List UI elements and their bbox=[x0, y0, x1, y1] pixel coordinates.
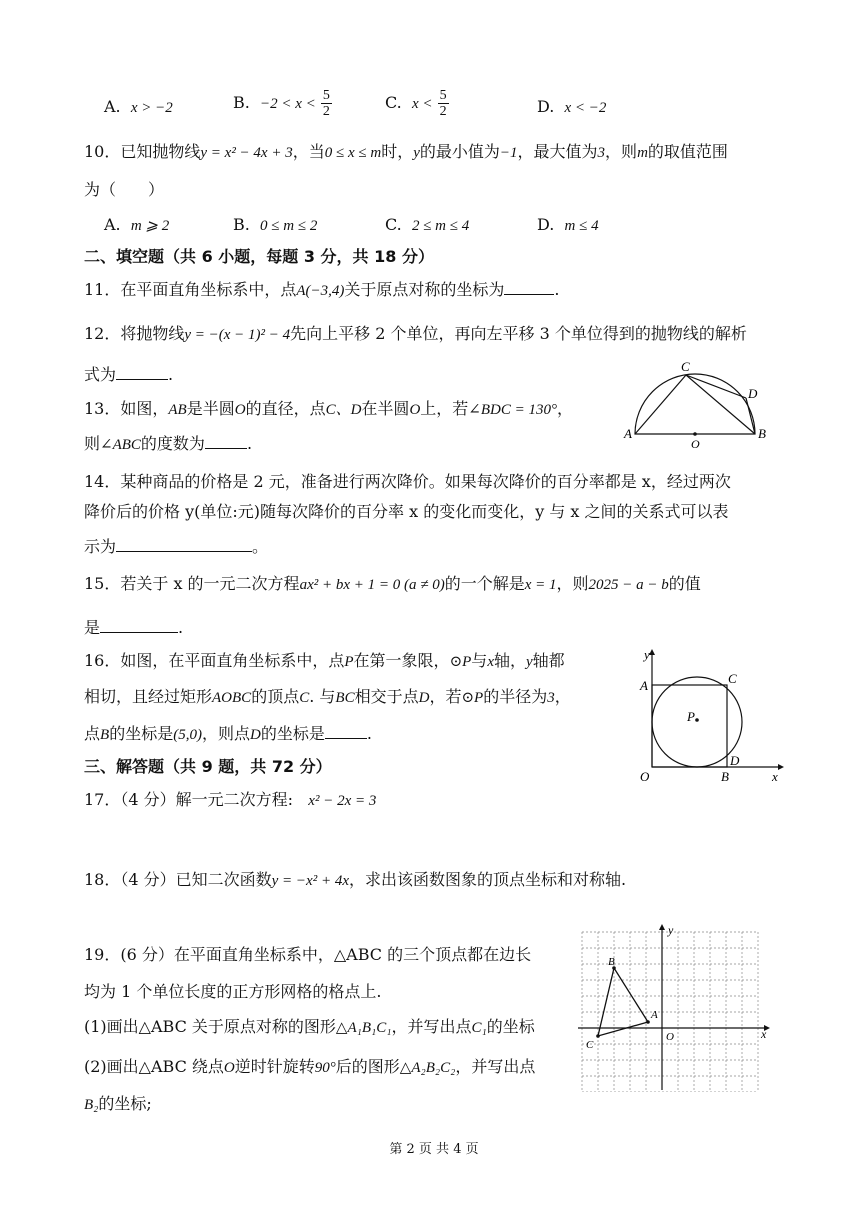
q12-line2: 式为 . bbox=[84, 365, 174, 384]
answer-blank bbox=[100, 616, 178, 633]
label-d: D bbox=[748, 386, 758, 401]
answer-blank bbox=[504, 278, 554, 295]
vertex-a bbox=[646, 1020, 650, 1024]
fraction: $\frac{5}{2}$ bbox=[322, 88, 330, 119]
segment-cd bbox=[686, 375, 746, 398]
q10-option-b: B. 0 ≤ m ≤ 2 bbox=[233, 215, 318, 234]
answer-blank bbox=[205, 432, 247, 449]
q15-line2: 是 . bbox=[84, 618, 184, 637]
label-y: y bbox=[644, 647, 650, 662]
center-p bbox=[695, 718, 699, 722]
label-o: O bbox=[691, 437, 700, 450]
y-axis-arrow bbox=[649, 649, 655, 655]
triangle-abc bbox=[598, 968, 648, 1036]
label-c: C bbox=[681, 360, 690, 374]
label-b: B bbox=[721, 769, 729, 784]
q10-line2: 为（ ） bbox=[84, 180, 165, 199]
q19-line3: (1)画出△ABC 关于原点对称的图形△A₁B₁C₁，并写出点C₁的坐标 bbox=[84, 1017, 535, 1036]
label-x: x bbox=[772, 769, 778, 784]
rectangle-aobc bbox=[652, 685, 727, 767]
q16-line2: 相切，且经过矩形AOBC的顶点C. 与BC相交于点D，若⊙P的半径为3， bbox=[84, 687, 571, 706]
label-c: C bbox=[728, 671, 737, 686]
q10-line1: 10．已知抛物线y = x² − 4x + 3，当0 ≤ x ≤ m时，y的最小值为−1，最大值为3，则m的取值范围 bbox=[84, 142, 728, 161]
q19-line4: (2)画出△ABC 绕点O逆时针旋转90°后的图形△A₂B₂C₂，并写出点 bbox=[84, 1057, 536, 1076]
q16-line1: 16．如图，在平面直角坐标系中，点P在第一象限，⊙P与x轴，y轴都 bbox=[84, 651, 565, 670]
q10-option-d: D. m ≤ 4 bbox=[537, 215, 599, 234]
center-o bbox=[693, 432, 697, 436]
vertex-c bbox=[596, 1034, 600, 1038]
q16-circle-figure bbox=[632, 645, 784, 785]
answer-blank bbox=[325, 722, 367, 739]
section-2-title: 二、填空题（共 6 小题，每题 3 分，共 18 分） bbox=[84, 247, 434, 266]
q19-line1: 19．(6 分）在平面直角坐标系中，△ABC 的三个顶点都在边长 bbox=[84, 945, 532, 964]
q14-line1: 14．某种商品的价格是 2 元，准备进行两次降价。如果每次降价的百分率都是 x，经过两次 bbox=[84, 472, 731, 491]
q19-grid-figure bbox=[576, 922, 776, 1092]
label-p: P bbox=[687, 709, 695, 724]
answer-blank bbox=[116, 363, 168, 380]
q13-semicircle-figure bbox=[620, 360, 770, 450]
segment-db bbox=[746, 398, 755, 434]
q17: 17．（4 分）解一元二次方程: x² − 2x = 3 bbox=[84, 790, 377, 809]
q13-line2: 则∠ABC的度数为 . bbox=[84, 434, 253, 453]
q9-option-b: B. −2 < x < $\frac{5}{2}$ bbox=[233, 88, 330, 119]
q14-line2: 降价后的价格 y(单位:元)随每次降价的百分率 x 的变化而变化，y 与 x 之间的关系式可以表 bbox=[84, 502, 729, 521]
label-b: B bbox=[758, 426, 766, 441]
segment-cb bbox=[686, 375, 755, 434]
q12-line1: 12．将抛物线y = −(x − 1)² − 4先向上平移 2 个单位，再向左平移 3 个单位得到的抛物线的解析 bbox=[84, 324, 747, 343]
label-a: A bbox=[640, 678, 648, 693]
circle-p bbox=[652, 677, 742, 767]
label-a: A bbox=[624, 426, 632, 441]
label-o: O bbox=[666, 1031, 674, 1043]
q14-line3: 示为 。 bbox=[84, 537, 269, 556]
q9-option-c: C. x < $\frac{5}{2}$ bbox=[385, 88, 447, 119]
q16-line3: 点B的坐标是(5,0)，则点D的坐标是 . bbox=[84, 724, 372, 743]
q19-line2: 均为 1 个单位长度的正方形网格的格点上. bbox=[84, 982, 382, 1001]
label-x: x bbox=[761, 1027, 767, 1041]
q18: 18．（4 分）已知二次函数y = −x² + 4x，求出该函数图象的顶点坐标和对称轴. bbox=[84, 870, 627, 889]
fraction: $\frac{5}{2}$ bbox=[439, 88, 447, 119]
q9-option-a: A. x > −2 bbox=[104, 97, 173, 116]
answer-blank bbox=[116, 535, 252, 552]
section-3-title: 三、解答题（共 9 题，共 72 分） bbox=[84, 757, 332, 776]
q13-line1: 13．如图，AB是半圆O的直径，点C、D在半圆O上，若∠BDC = 130°， bbox=[84, 399, 574, 418]
q19-line5: B₂的坐标; bbox=[84, 1094, 152, 1113]
label-o: O bbox=[640, 769, 650, 784]
label-c: C bbox=[586, 1039, 594, 1051]
y-axis-arrow bbox=[659, 924, 665, 930]
q15-line1: 15．若关于 x 的一元二次方程ax² + bx + 1 = 0 (a ≠ 0)的一个解是x = 1，则2025 − a − b的值 bbox=[84, 574, 701, 593]
q10-option-a: A. m ⩾ 2 bbox=[104, 215, 170, 234]
label-a: A bbox=[651, 1009, 658, 1021]
label-y: y bbox=[668, 923, 674, 937]
page-footer: 第 2 页 共 4 页 bbox=[389, 1142, 479, 1157]
q11: 11．在平面直角坐标系中，点A(−3,4)关于原点对称的坐标为 . bbox=[84, 280, 560, 299]
label-b: B bbox=[608, 956, 615, 968]
q9-option-d: D. x < −2 bbox=[537, 97, 607, 116]
x-axis-arrow bbox=[778, 764, 784, 770]
q10-option-c: C. 2 ≤ m ≤ 4 bbox=[385, 215, 470, 234]
label-d: D bbox=[730, 753, 740, 768]
